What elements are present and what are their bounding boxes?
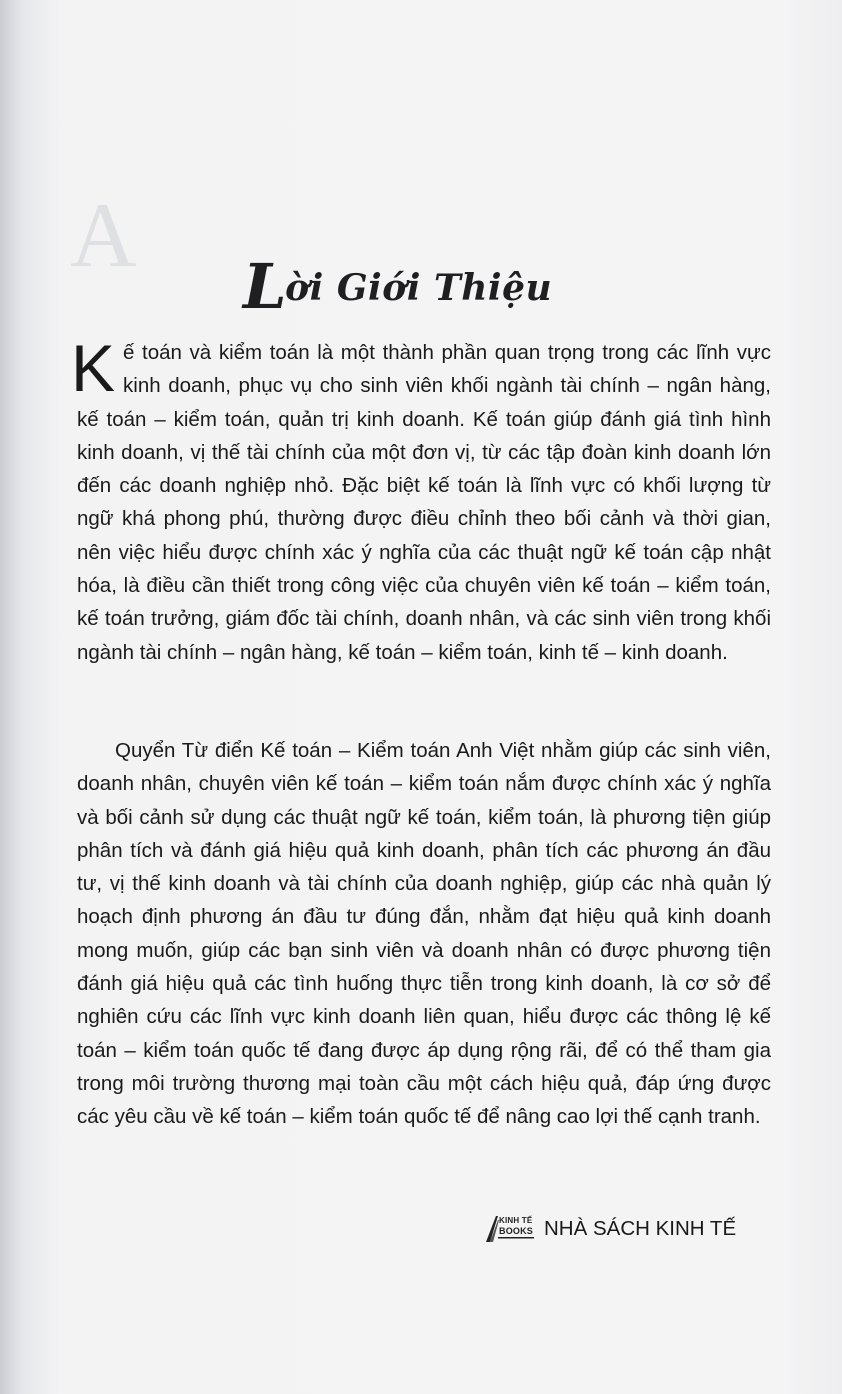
title-initial: L bbox=[243, 250, 288, 324]
page-title bbox=[243, 248, 553, 324]
publisher-name: NHÀ SÁCH KINH TẾ bbox=[544, 1217, 737, 1240]
paragraph-1-text: ế toán và kiểm toán là một thành phần quan trọng trong các lĩnh vực kinh doanh, phục vụ cho sinh viên khối ngành tài chính – ngân hàng, kế toán – kiểm toán, quản trị kinh doanh. Kế toán giúp đánh giá tình hình kinh doanh, vị thế tài chính của một đơn vị, từ các tập đoàn kinh doanh lớn đến các doanh nghiệp nhỏ. Đặc biệt kế toán là lĩnh vực có khối lượng từ ngữ khá phong phú, thường được điều chỉnh theo bối cảnh và thời gian, nên việc hiểu được chính xác ý nghĩa của các thuật ngữ kế toán cập nhật hóa, là điều cần thiết trong công việc của chuyên viên kế toán – kiểm toán, kế toán trưởng, giám đốc tài chính, doanh nhân, và các sinh viên trong khối ngành tài chính – ngân hàng, kế toán – kiểm toán, kinh tế – kinh doanh. bbox=[77, 341, 771, 664]
intro-paragraph-1 bbox=[71, 331, 771, 669]
bleed-through-letter: A bbox=[70, 184, 137, 286]
intro-paragraph-2 bbox=[77, 734, 771, 1134]
logo-text-bottom: BOOKS bbox=[499, 1226, 534, 1236]
drop-cap: K bbox=[71, 331, 116, 405]
logo-text-top: KINH TẾ bbox=[499, 1216, 533, 1225]
paragraph-2-text: Quyển Từ điển Kế toán – Kiểm toán Anh Việt nhằm giúp các sinh viên, doanh nhân, chuyên viên kế toán – kiểm toán nắm được chính xác ý nghĩa và bối cảnh sử dụng các thuật ngữ kế toán, kiểm toán, là phương tiện giúp phân tích và đánh giá hiệu quả kinh doanh, phân tích các phương án đầu tư, vị thế kinh doanh và tài chính của doanh nghiệp, giúp các nhà quản lý hoạch định phương án đầu tư đúng đắn, nhằm đạt hiệu quả kinh doanh mong muốn, giúp các bạn sinh viên và doanh nhân có được phương tiện đánh giá hiệu quả các tình huống thực tiễn trong kinh doanh, là cơ sở để nghiên cứu các lĩnh vực kinh doanh liên quan, hiểu được các thông lệ kế toán – kiểm toán quốc tế đang được áp dụng rộng rãi, để có thể tham gia trong môi trường thương mại toàn cầu một cách hiệu quả, đáp ứng được các yêu cầu về kế toán – kiểm toán quốc tế để nâng cao lợi thế cạnh tranh. bbox=[77, 739, 771, 1129]
book-logo-icon bbox=[484, 1212, 536, 1246]
title-rest: ời Giới Thiệu bbox=[285, 267, 553, 310]
publisher-signature bbox=[484, 1212, 736, 1246]
